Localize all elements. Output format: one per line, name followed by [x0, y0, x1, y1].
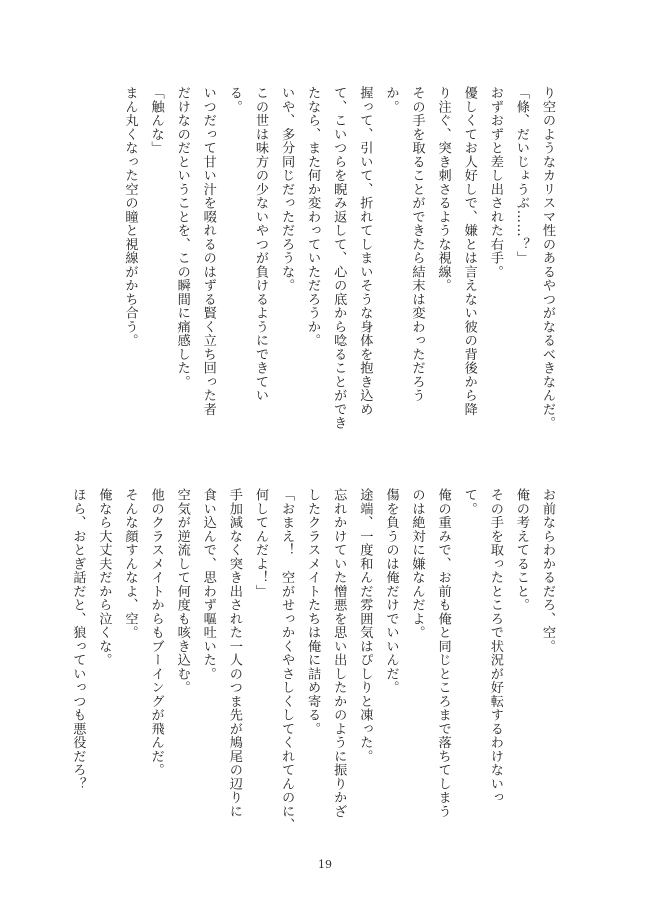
text-line: そんな顔すんなよ、空。: [122, 488, 138, 640]
text-line: り空のようなカリスマ性のあるやつがなるべきなんだ。: [540, 86, 555, 430]
text-line: 優しくてお人好しで、嫌とは言えない彼の背後から降: [461, 86, 477, 416]
text-line: おずおずと差し出された右手。: [487, 86, 503, 279]
text-line: 手加減なく突き出された一人のつま先が鳩尾の辺りに: [226, 488, 242, 818]
text-line: お前ならわかるだろ、空。: [540, 488, 555, 653]
text-line: 握って、引いて、折れてしまいそうな身体を抱き込め: [357, 86, 373, 416]
text-line: のは絶対に嫌なんだよ。: [409, 488, 425, 640]
text-line: る。: [226, 86, 242, 114]
text-line: 傷を負うのは俺だけでいいんだ。: [383, 488, 399, 695]
text-line: したクラスメイトたちは俺に詰め寄る。: [305, 488, 321, 736]
text-line: その手を取ったところで状況が好転するわけないっ: [487, 488, 503, 805]
text-line: 他のクラスメイトからもブーイングが飛んだ。: [148, 488, 164, 777]
text-line: まん丸くなった空の瞳と視線がかち合う。: [122, 86, 138, 348]
text-line: いつだって甘い汁を啜れるのはずる賢く立ち回った者: [200, 86, 216, 416]
text-line: 俺なら大丈夫だから泣くな。: [96, 488, 112, 667]
text-line: 途端、一度和んだ雰囲気はぴしりと凍った。: [357, 488, 373, 763]
text-line: その手を取ることができたら結末は変わっただろう: [409, 86, 425, 403]
text-line: この世は味方の少ないやつが負けるようにできてい: [252, 86, 268, 403]
text-block-upper: [116, 86, 560, 486]
text-line: 「おまえ！ 空がせっかくやさしくしてくれてんのに、: [279, 488, 295, 832]
text-line: 食い込んで、思わず嘔吐いた。: [200, 488, 216, 681]
text-line: たなら、また何か変わっていただろうか。: [305, 86, 321, 348]
text-line: て、こいつらを睨み返して、心の底から唸ることができ: [331, 86, 347, 430]
text-line: て。: [461, 488, 477, 516]
text-line: 「條、だいじょうぶ……？」: [513, 86, 529, 265]
page-number: 19: [318, 858, 332, 871]
text-line: 「触んな」: [148, 86, 164, 155]
text-line: 俺の重みで、お前も俺と同じところまで落ちてしまう: [435, 488, 451, 818]
text-line: 空気が逆流して何度も咳き込む。: [174, 488, 190, 695]
text-line: か。: [383, 86, 399, 114]
text-line: 俺の考えてること。: [513, 488, 529, 612]
text-line: だけなのだということを、この瞬間に痛感した。: [174, 86, 190, 389]
text-line: 何してんだよ！」: [252, 488, 268, 598]
text-line: り注ぐ、突き刺さるような視線。: [435, 86, 451, 293]
text-line: いや、多分同じだっただろうな。: [279, 86, 295, 293]
text-line: ほら、おとぎ話だと、狼っていっつも悪役だろ？: [70, 488, 86, 791]
text-block-lower: [64, 488, 560, 838]
text-line: 忘れかけていた憎悪を思い出したかのように振りかざ: [331, 488, 347, 818]
